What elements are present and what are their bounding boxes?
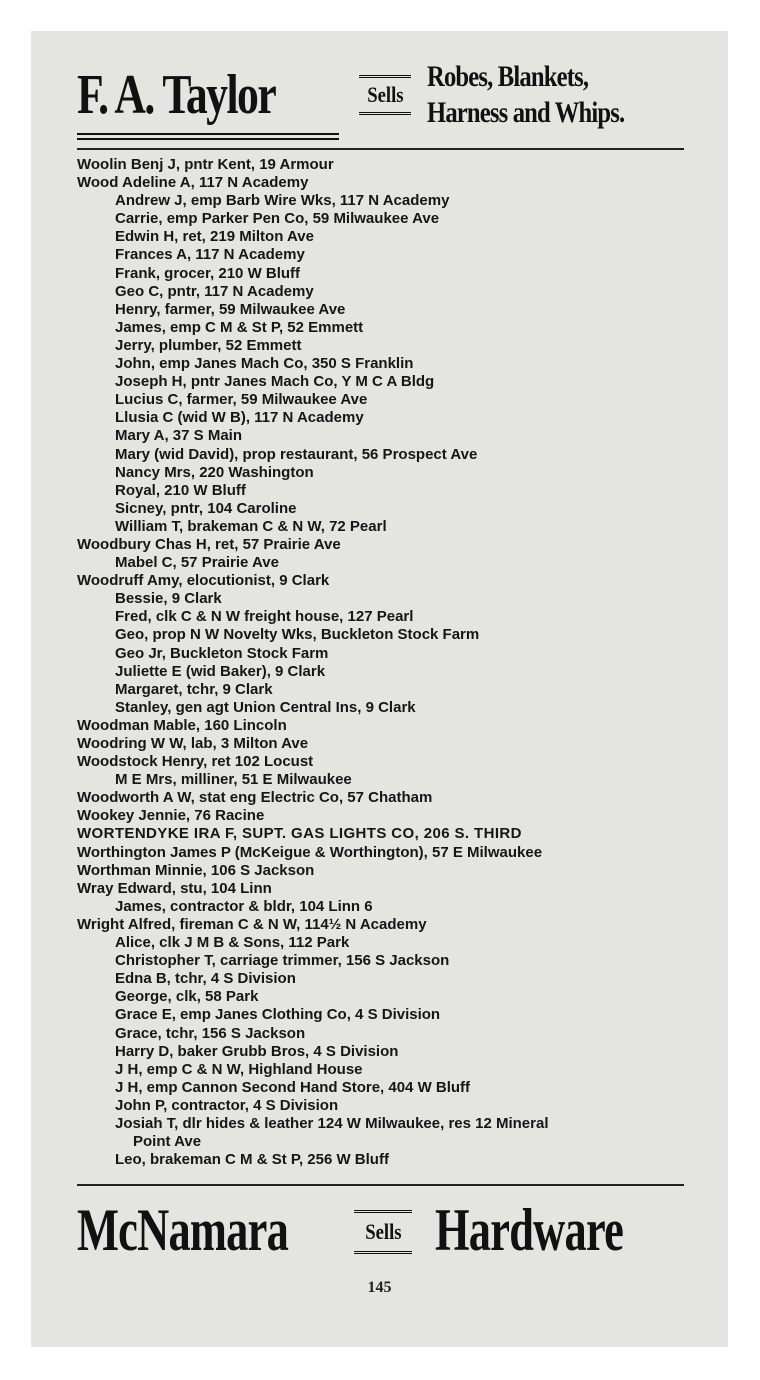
page-number: 145 (367, 1279, 392, 1296)
directory-entry: Wright Alfred, fireman C & N W, 114½ N Academy (77, 915, 427, 933)
directory-entry: Mary A, 37 S Main (115, 427, 242, 445)
directory-entry: Geo C, pntr, 117 N Academy (115, 282, 314, 300)
directory-page (31, 31, 728, 1347)
sells-badge (359, 75, 411, 115)
goods-line-1: Robes, Blankets, (427, 60, 589, 93)
directory-entry: Geo Jr, Buckleton Stock Farm (115, 644, 329, 662)
goods-line-2: Harness and Whips. (427, 96, 625, 129)
directory-entry: Nancy Mrs, 220 Washington (115, 463, 314, 481)
directory-entry: Woodstock Henry, ret 102 Locust (77, 753, 314, 771)
footer-divider (77, 1184, 684, 1186)
directory-entry: Andrew J, emp Barb Wire Wks, 117 N Academy (115, 192, 450, 210)
directory-entry: Mary (wid David), prop restaurant, 56 Prospect Ave (115, 445, 478, 463)
advertiser-name: F. A. Taylor (77, 64, 276, 126)
header-divider (77, 148, 684, 150)
directory-entry: Royal, 210 W Bluff (115, 481, 246, 499)
directory-entry: Frances A, 117 N Academy (115, 246, 305, 264)
directory-entry: Llusia C (wid W B), 117 N Academy (115, 409, 364, 427)
directory-entry: Woodring W W, lab, 3 Milton Ave (77, 735, 309, 752)
directory-entry: Margaret, tchr, 9 Clark (115, 680, 273, 698)
directory-entry: Geo, prop N W Novelty Wks, Buckleton Stock Farm (115, 626, 480, 644)
directory-entry: John, emp Janes Mach Co, 350 S Franklin (115, 355, 414, 373)
directory-entry: Juliette E (wid Baker), 9 Clark (115, 662, 326, 680)
directory-entry: William T, brakeman C & N W, 72 Pearl (115, 517, 387, 535)
directory-entry: Stanley, gen agt Union Central Ins, 9 Clark (115, 698, 416, 716)
directory-entry: George, clk, 58 Park (115, 988, 259, 1006)
directory-entry: Frank, grocer, 210 W Bluff (115, 264, 301, 282)
directory-entry: Woodman Mable, 160 Lincoln (77, 716, 287, 734)
header-underline-2 (77, 138, 339, 140)
directory-entry: James, contractor & bldr, 104 Linn 6 (115, 897, 373, 915)
directory-entry: Wray Edward, stu, 104 Linn (77, 879, 272, 897)
directory-entry: Woodruff Amy, elocutionist, 9 Clark (77, 572, 330, 590)
directory-entry: Sicney, pntr, 104 Caroline (115, 499, 297, 517)
header-advertisement (77, 57, 684, 149)
sells-label: Sells (366, 82, 404, 107)
directory-entry: Point Ave (133, 1133, 202, 1151)
directory-entry: Woolin Benj J, pntr Kent, 19 Armour (77, 156, 334, 173)
footer-sells-label: Sells (364, 1219, 402, 1244)
directory-entry: Harry D, baker Grubb Bros, 4 S Division (115, 1042, 399, 1060)
directory-entry: Alice, clk J M B & Sons, 112 Park (115, 934, 350, 952)
directory-entry: Mabel C, 57 Prairie Ave (115, 554, 279, 572)
directory-entry: Woodworth A W, stat eng Electric Co, 57 Chatham (77, 789, 433, 807)
directory-entry: Grace, tchr, 156 S Jackson (115, 1024, 306, 1042)
directory-entry: Leo, brakeman C M & St P, 256 W Bluff (115, 1151, 389, 1169)
directory-entry: J H, emp Cannon Second Hand Store, 404 W Bluff (115, 1078, 471, 1096)
directory-entry: Grace E, emp Janes Clothing Co, 4 S Division (115, 1006, 441, 1024)
directory-entry: James, emp C M & St P, 52 Emmett (115, 318, 364, 336)
directory-entry: Henry, farmer, 59 Milwaukee Ave (115, 300, 346, 318)
directory-entry: Jerry, plumber, 52 Emmett (115, 336, 302, 354)
footer-advertiser-name: McNamara (77, 1197, 289, 1263)
directory-entry: Carrie, emp Parker Pen Co, 59 Milwaukee Ave (115, 210, 440, 228)
directory-listing (77, 156, 697, 1169)
footer-sells-badge (354, 1210, 412, 1254)
directory-entry: Bessie, 9 Clark (115, 590, 222, 608)
directory-entry: Joseph H, pntr Janes Mach Co, Y M C A Bldg (115, 373, 435, 391)
directory-entry: Worthman Minnie, 106 S Jackson (77, 861, 315, 879)
directory-entry: M E Mrs, milliner, 51 E Milwaukee (115, 771, 352, 789)
footer-advertisement (77, 1196, 684, 1276)
footer-goods: Hardware (435, 1197, 624, 1263)
directory-entry: Wood Adeline A, 117 N Academy (77, 174, 309, 192)
directory-entry: WORTENDYKE IRA F, SUPT. GAS LIGHTS CO, 206 S. THIRD (77, 825, 522, 843)
directory-entry: Worthington James P (McKeigue & Worthington), 57 E Milwaukee (77, 843, 543, 861)
directory-entry: Edwin H, ret, 219 Milton Ave (115, 228, 314, 246)
header-underline (77, 133, 339, 135)
directory-entry: Christopher T, carriage trimmer, 156 S Jackson (115, 952, 450, 970)
directory-entry: Woodbury Chas H, ret, 57 Prairie Ave (77, 535, 341, 553)
directory-entry: John P, contractor, 4 S Division (115, 1096, 339, 1114)
directory-entry: J H, emp C & N W, Highland House (115, 1060, 363, 1078)
directory-entry: Fred, clk C & N W freight house, 127 Pearl (115, 608, 414, 626)
directory-entry: Josiah T, dlr hides & leather 124 W Milwaukee, res 12 Mineral (115, 1114, 549, 1132)
directory-entry: Edna B, tchr, 4 S Division (115, 970, 296, 988)
header-goods (427, 59, 624, 131)
directory-entry: Wookey Jennie, 76 Racine (77, 807, 265, 825)
directory-entry: Lucius C, farmer, 59 Milwaukee Ave (115, 391, 368, 409)
